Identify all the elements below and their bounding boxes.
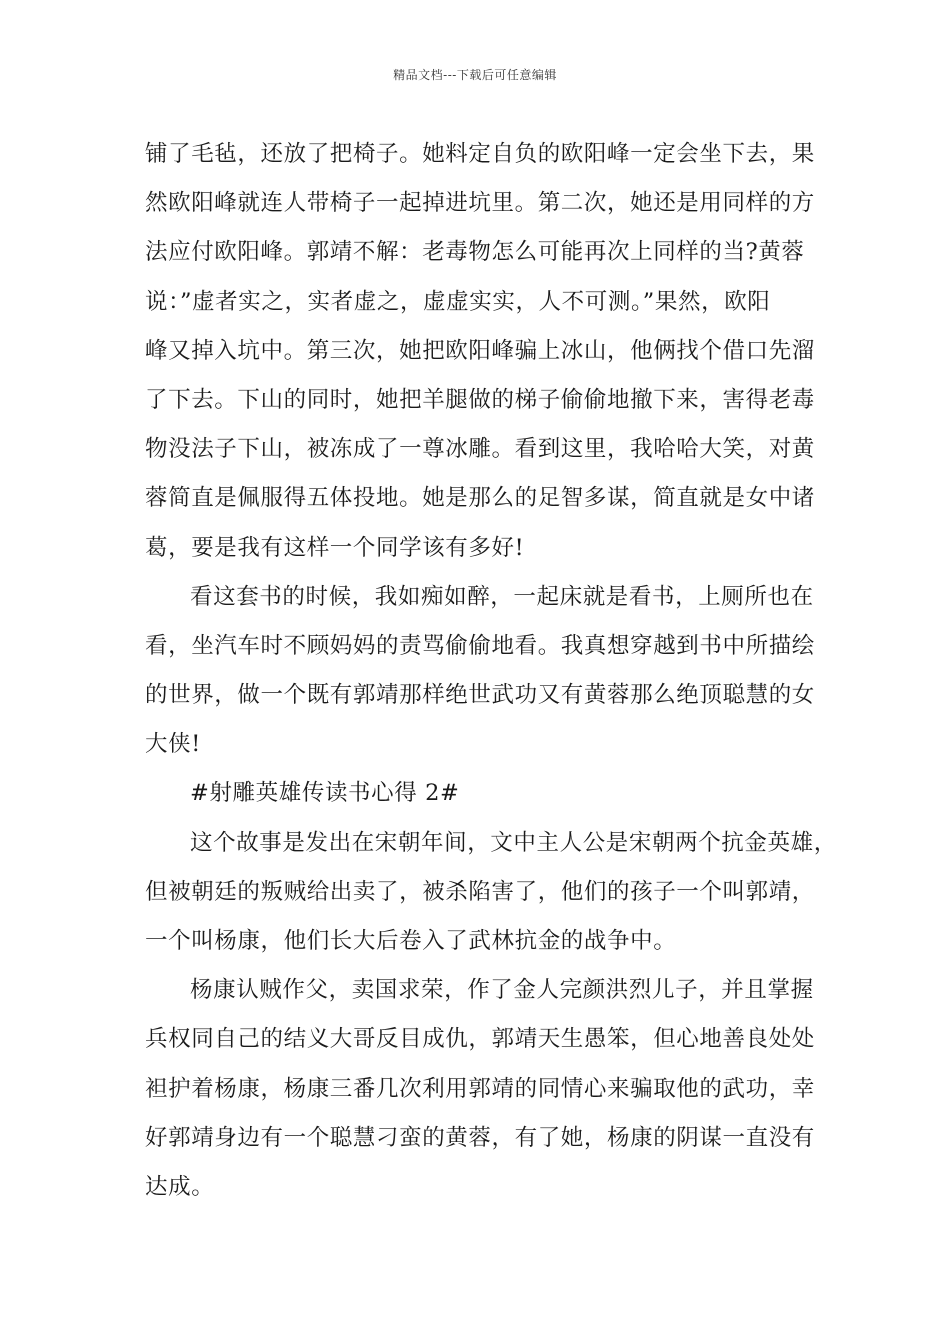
page-header: 精品文档---下载后可任意编辑 xyxy=(393,68,557,82)
text-line: 但被朝廷的叛贼给出卖了，被杀陷害了，他们的孩子一个叫郭靖， xyxy=(145,878,815,905)
paragraph-start-line: 看这套书的时候，我如痴如醉，一起床就是看书，上厕所也在 xyxy=(190,583,814,610)
text-line: 然欧阳峰就连人带椅子一起掉进坑里。第二次，她还是用同样的方 xyxy=(145,190,815,217)
text-line: 说：”虚者实之，实者虚之，虚虚实实，人不可测。”果然，欧阳 xyxy=(145,288,771,315)
text-line: 大侠! xyxy=(145,731,201,758)
text-line: 法应付欧阳峰。郭靖不解：老毒物怎么可能再次上同样的当?黄蓉 xyxy=(145,239,805,266)
text-line: 的世界，做一个既有郭靖那样绝世武功又有黄蓉那么绝顶聪慧的女 xyxy=(145,682,815,709)
text-line: 好郭靖身边有一个聪慧刁蛮的黄蓉，有了她，杨康的阴谋一直没有 xyxy=(145,1124,815,1151)
paragraph-start-line: 杨康认贼作父，卖国求荣，作了金人完颜洪烈儿子，并且掌握 xyxy=(190,977,814,1004)
text-line: 一个叫杨康，他们长大后卷入了武林抗金的战争中。 xyxy=(145,928,677,954)
text-line: 峰又掉入坑中。第三次，她把欧阳峰骗上冰山，他俩找个借口先溜 xyxy=(145,337,815,364)
text-line: 葛，要是我有这样一个同学该有多好! xyxy=(145,534,525,561)
text-line: 看，坐汽车时不顾妈妈的责骂偷偷地看。我真想穿越到书中所描绘 xyxy=(145,632,815,659)
text-line: 兵权同自己的结义大哥反目成仇，郭靖天生愚笨，但心地善良处处 xyxy=(145,1026,815,1053)
text-line: 铺了毛毡，还放了把椅子。她料定自负的欧阳峰一定会坐下去，果 xyxy=(145,141,815,167)
text-line: 了下去。下山的同时，她把羊腿做的梯子偷偷地撤下来，害得老毒 xyxy=(145,386,815,413)
section-heading: #射雕英雄传读书心得 2# xyxy=(190,780,460,807)
text-line: 袒护着杨康，杨康三番几次利用郭靖的同情心来骗取他的武功，幸 xyxy=(145,1075,815,1102)
text-line: 达成。 xyxy=(145,1173,215,1200)
paragraph-start-line: 这个故事是发出在宋朝年间，文中主人公是宋朝两个抗金英雄， xyxy=(190,829,837,856)
text-line: 蓉简直是佩服得五体投地。她是那么的足智多谋，简直就是女中诸 xyxy=(145,485,815,512)
text-line: 物没法子下山，被冻成了一尊冰雕。看到这里，我哈哈大笑，对黄 xyxy=(145,436,815,463)
document-body xyxy=(145,130,837,1212)
